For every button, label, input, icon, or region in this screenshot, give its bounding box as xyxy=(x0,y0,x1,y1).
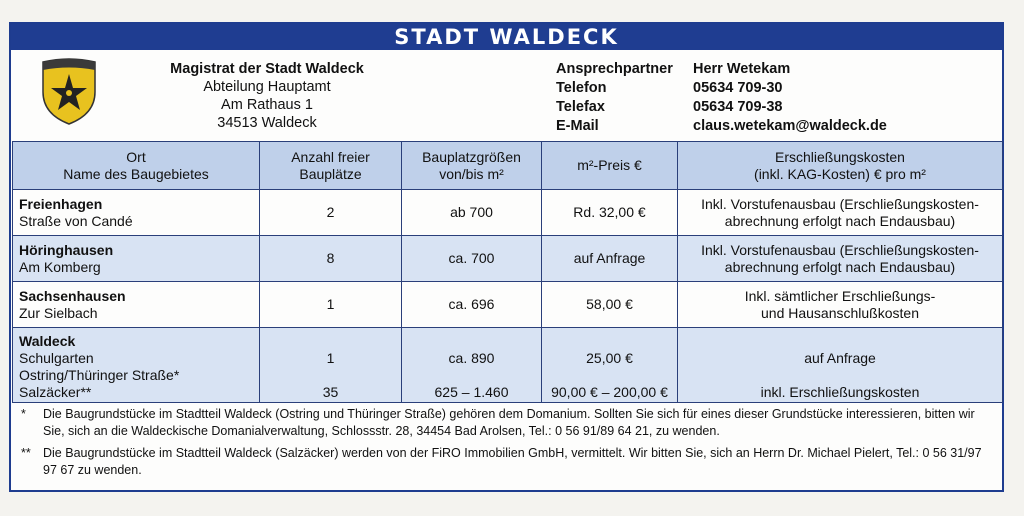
place-name: Freienhagen xyxy=(19,195,103,212)
footnote-mark: * xyxy=(21,407,26,421)
column-header: Anzahl freier Bauplätze xyxy=(260,142,402,190)
table-row xyxy=(13,190,1003,236)
area-name: Schulgarten xyxy=(19,350,94,366)
plot-count: 1 35 xyxy=(260,328,402,403)
area-name: Zur Sielbach xyxy=(19,304,98,321)
advertisement-box xyxy=(9,22,1004,492)
area-name: Straße von Candé xyxy=(19,212,133,229)
place-name: Höringhausen xyxy=(19,241,114,258)
contact-email[interactable]: claus.wetekam@waldeck.de xyxy=(693,118,887,134)
price-per-sqm: auf Anfrage xyxy=(542,236,678,282)
column-header: Bauplatzgrößen von/bis m² xyxy=(402,142,542,190)
plot-count: 2 xyxy=(260,190,402,236)
contact-label: Telefon xyxy=(556,80,607,96)
footnote-text: Die Baugrundstücke im Stadtteil Waldeck (Salzäcker) werden von der FiRO Immobilien GmbH, vermittelt. Wir bitten Sie, sich an Herrn Dr. Michael Pielert, Tel.: 0 56 31/97 97 67 zu wenden. xyxy=(43,446,982,477)
contact-label: Ansprechpartner xyxy=(556,61,673,77)
contact-person: Herr Wetekam xyxy=(693,61,791,77)
org-name: Magistrat der Stadt Waldeck xyxy=(170,61,364,77)
org-city: 34513 Waldeck xyxy=(217,115,317,131)
table-header-row xyxy=(13,142,1003,190)
contact-values xyxy=(693,60,887,136)
banner-title: STADT WALDECK xyxy=(11,24,1002,50)
contact-label: Telefax xyxy=(556,99,605,115)
contact-labels xyxy=(556,60,673,136)
area-name: Salzäcker** xyxy=(19,384,92,400)
plot-count: 1 xyxy=(260,282,402,328)
column-header: Ort Name des Baugebietes xyxy=(13,142,260,190)
plot-size: ca. 700 xyxy=(402,236,542,282)
contact-fax: 05634 709-38 xyxy=(693,99,783,115)
column-header: Erschließungskosten (inkl. KAG-Kosten) € pro m² xyxy=(678,142,1003,190)
place-name: Waldeck xyxy=(19,333,76,349)
column-header: m²-Preis € xyxy=(542,142,678,190)
price-per-sqm: Rd. 32,00 € xyxy=(542,190,678,236)
footnotes xyxy=(21,406,996,484)
plot-size: ca. 696 xyxy=(402,282,542,328)
coat-of-arms-icon xyxy=(39,56,99,126)
contact-phone: 05634 709-30 xyxy=(693,80,783,96)
footnote-mark: ** xyxy=(21,446,31,460)
footnote xyxy=(21,445,996,479)
plot-count: 8 xyxy=(260,236,402,282)
org-street: Am Rathaus 1 xyxy=(221,97,313,113)
table-row xyxy=(13,328,1003,403)
place-name: Sachsenhausen xyxy=(19,287,126,304)
area-name: Ostring/Thüringer Straße* xyxy=(19,367,180,383)
org-department: Abteilung Hauptamt xyxy=(203,79,331,95)
development-costs: Inkl. Vorstufenausbau (Erschließungskosten- abrechnung erfolgt nach Endausbau) xyxy=(678,190,1003,236)
footnote-text: Die Baugrundstücke im Stadtteil Waldeck (Ostring und Thüringer Straße) gehören dem Domanium. Sollten Sie sich für eines dieser Grundstücke interessieren, bitten wir Sie, sich an die Waldeckische Domanialverwaltung, Schlossstr. 28, 34454 Bad Arolsen, Tel.: 0 56 91/89 64 21, zu wenden. xyxy=(43,407,975,438)
plot-size: ca. 890 625 – 1.460 xyxy=(402,328,542,403)
table-row xyxy=(13,236,1003,282)
price-per-sqm: 25,00 € 90,00 € – 200,00 € xyxy=(542,328,678,403)
table-row xyxy=(13,282,1003,328)
price-per-sqm: 58,00 € xyxy=(542,282,678,328)
development-costs: Inkl. sämtlicher Erschließungs- und Hausanschlußkosten xyxy=(678,282,1003,328)
building-plots-table xyxy=(12,141,1003,403)
plot-size: ab 700 xyxy=(402,190,542,236)
area-name: Am Komberg xyxy=(19,258,101,275)
development-costs: Inkl. Vorstufenausbau (Erschließungskosten- abrechnung erfolgt nach Endausbau) xyxy=(678,236,1003,282)
development-costs: auf Anfrage inkl. Erschließungskosten xyxy=(678,328,1003,403)
organization-block xyxy=(151,60,383,132)
contact-label: E-Mail xyxy=(556,118,599,134)
footnote xyxy=(21,406,996,440)
